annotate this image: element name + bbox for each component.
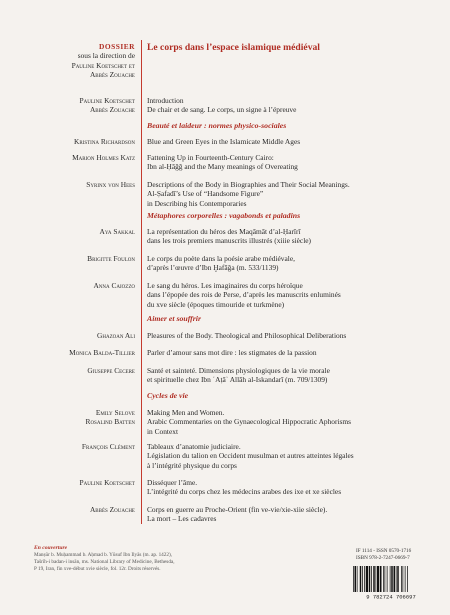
entry-line: in Describing his Contemporaries bbox=[147, 198, 247, 208]
entry-text bbox=[147, 478, 445, 497]
barcode-bar bbox=[362, 566, 363, 592]
direction-editors: Abbès Zouache bbox=[89, 70, 135, 80]
entry-line: Parler d’amour sans mot dire : les stigmates de la passion bbox=[147, 348, 317, 357]
entry-author bbox=[80, 96, 135, 115]
entry-author: Anna Caiozzo bbox=[93, 281, 135, 290]
author-name: Emily Selove bbox=[95, 408, 135, 417]
vertical-divider bbox=[141, 40, 142, 524]
entry-line: Santé et sainteté. Dimensions physiologiques de la vie morale bbox=[147, 366, 330, 375]
entry-line: Pleasures of the Body. Theological and Philosophical Deliberations bbox=[147, 331, 347, 340]
entry-text bbox=[147, 366, 445, 385]
barcode-bar bbox=[396, 566, 397, 592]
dossier-label: DOSSIER bbox=[99, 42, 135, 51]
barcode-bar bbox=[357, 566, 358, 592]
cover-credit bbox=[34, 545, 175, 573]
barcode-bar bbox=[405, 566, 406, 592]
cover-label: En couverture bbox=[34, 545, 68, 551]
dossier-header bbox=[72, 42, 135, 80]
entry-line: Blue and Green Eyes in the Islamicate Middle Ages bbox=[147, 137, 301, 146]
cover-line: P 19, Iran, fin xve-début xvie siècle, fol. 12r. Droits réservés. bbox=[34, 566, 161, 572]
entry-text bbox=[147, 408, 445, 436]
entry-line: dans l’épopée des rois de Perse, d’après les manuscrits enluminés bbox=[147, 290, 341, 300]
section-heading: Aimer et souffrir bbox=[147, 314, 202, 323]
entry-author: Aya Sakkal bbox=[99, 227, 135, 236]
entry-line: Making Men and Women. bbox=[147, 408, 225, 417]
barcode-bar bbox=[380, 566, 382, 592]
barcode-bar bbox=[403, 566, 404, 592]
barcode-bar bbox=[369, 566, 371, 592]
entry-author: Monica Balda-Tillier bbox=[69, 348, 135, 357]
entry-line: Le sang du héros. Les imaginaires du corps héroïque bbox=[147, 281, 303, 290]
author-name: Abbès Zouache bbox=[89, 105, 135, 115]
direction-editors: Pauline Koetschet et bbox=[71, 60, 135, 70]
entry-line: L’intégrité du corps chez les médecins arabes des ixe et xe siècles bbox=[147, 487, 342, 497]
section-heading: Cycles de vie bbox=[147, 391, 189, 400]
barcode-bars bbox=[353, 566, 408, 592]
entry-line: Tableaux d’anatomie judiciaire. bbox=[147, 442, 241, 451]
entry-line: du xve siècle (époques timouride et turkmène) bbox=[147, 299, 285, 309]
entry-text bbox=[147, 227, 445, 246]
cover-line: Manṣūr b. Muḥammad b. Aḥmad b. Yūsuf Ibn Ilyās (m. ap. 1422), bbox=[34, 552, 172, 558]
entry-line: Descriptions of the Body in Biographies and Their Social Meanings. bbox=[147, 180, 350, 189]
barcode-bar bbox=[373, 566, 375, 592]
barcode-bar bbox=[371, 566, 372, 592]
cover-line: Tašrīh-i badan-i insān, ms. National Library of Medicine, Bethesda, bbox=[34, 559, 175, 565]
direction-line: sous la direction de bbox=[77, 51, 135, 61]
barcode-bar bbox=[385, 566, 386, 592]
issue-title: Le corps dans l’espace islamique médiéval bbox=[147, 42, 320, 53]
entry-author: Marion Holmes Katz bbox=[72, 153, 135, 162]
entry-line: Al-Ṣafadī’s Use of “Handsome Figure” bbox=[147, 189, 264, 199]
entry-line: in Context bbox=[147, 426, 178, 436]
barcode-bar bbox=[387, 566, 388, 592]
entry-line: d’après l’œuvre d’Ibn Ḫafāǧa (m. 533/1139) bbox=[147, 263, 279, 273]
barcode-bar bbox=[394, 566, 396, 592]
barcode-bar bbox=[355, 566, 357, 592]
entry-line: Fattening Up in Fourteenth-Century Cairo: bbox=[147, 153, 274, 162]
author-name: Rosalind Batten bbox=[85, 417, 135, 427]
entry-line: Législation du talion en Occident musulman et autres atteintes légales bbox=[147, 451, 354, 461]
entry-text bbox=[147, 505, 445, 524]
barcode bbox=[350, 565, 432, 600]
entry-line: Le corps du poète dans la poésie arabe médiévale, bbox=[147, 254, 295, 263]
section-heading: Métaphores corporelles : vagabonds et paladins bbox=[147, 211, 301, 220]
entry-text bbox=[147, 180, 445, 208]
barcode-digits: 9 782724 706697 bbox=[366, 593, 416, 600]
entry-author: François Clément bbox=[81, 442, 135, 451]
entry-author: Kristina Richardson bbox=[73, 137, 135, 146]
issn-line: IF 1114 - ISSN 0570-1716 bbox=[356, 548, 412, 554]
entry-author: Brigitte Foulon bbox=[87, 254, 135, 263]
entry-author bbox=[86, 408, 135, 427]
entry-author: Syrinx von Hees bbox=[86, 180, 135, 189]
barcode-bar bbox=[360, 566, 362, 592]
entry-author: Pauline Koetschet bbox=[79, 478, 135, 487]
barcode-bar bbox=[364, 566, 365, 592]
entry-author: Giuseppe Cecere bbox=[87, 366, 135, 375]
entry-line: et spirituelle chez Ibn ʿAṭāʾ Allāh al-Iskandarī (m. 709/1309) bbox=[147, 375, 328, 385]
entry-text bbox=[147, 281, 445, 309]
barcode-bar bbox=[407, 566, 408, 592]
entry-text bbox=[147, 442, 445, 470]
entry-author: Abbès Zouache bbox=[89, 505, 135, 514]
author-name: Pauline Koetschet bbox=[79, 96, 135, 105]
entry-line: Introduction bbox=[147, 96, 184, 105]
barcode-bar bbox=[366, 566, 368, 592]
barcode-bar bbox=[383, 566, 384, 592]
entry-text bbox=[147, 254, 445, 273]
entry-author: Ghazoan Ali bbox=[97, 331, 135, 340]
entry-line: dans les trois premiers manuscrits illustrés (xiiie siècle) bbox=[147, 236, 311, 246]
barcode-bar bbox=[376, 566, 377, 592]
barcode-bar bbox=[391, 566, 393, 592]
entry-text bbox=[147, 153, 445, 172]
barcode-bar bbox=[397, 566, 399, 592]
entry-text bbox=[147, 137, 445, 146]
entry-line: Corps en guerre au Proche-Orient (fin ve-vie/xie-xiie siècle). bbox=[147, 505, 328, 514]
entry-line: De chair et de sang. Le corps, un signe à l’épreuve bbox=[147, 105, 297, 115]
entry-line: La représentation du héros des Maqāmāt d’al-Ḥarīrī bbox=[147, 227, 301, 236]
issn-block bbox=[356, 548, 411, 562]
barcode-bar bbox=[353, 566, 354, 592]
entry-text bbox=[147, 96, 445, 115]
barcode-bar bbox=[401, 566, 402, 592]
section-heading: Beauté et laideur : normes physico-sociales bbox=[147, 121, 287, 130]
entry-line: Disséquer l’âme. bbox=[147, 478, 198, 487]
entry-text bbox=[147, 331, 445, 340]
entry-line: La mort – Les cadavres bbox=[147, 514, 217, 524]
entry-line: à l’intégrité physique du corps bbox=[147, 460, 237, 470]
entry-line: Ibn al-Ḥāǧǧ and the Many meanings of Overeating bbox=[147, 162, 298, 172]
entry-line: Arabic Commentaries on the Gynaecological Hippocratic Aphorisms bbox=[147, 417, 352, 427]
entry-text bbox=[147, 348, 445, 357]
isbn-line: ISBN 978-2-7247-0669-7 bbox=[356, 555, 410, 561]
barcode-bar bbox=[377, 566, 379, 592]
barcode-bar bbox=[390, 566, 391, 592]
